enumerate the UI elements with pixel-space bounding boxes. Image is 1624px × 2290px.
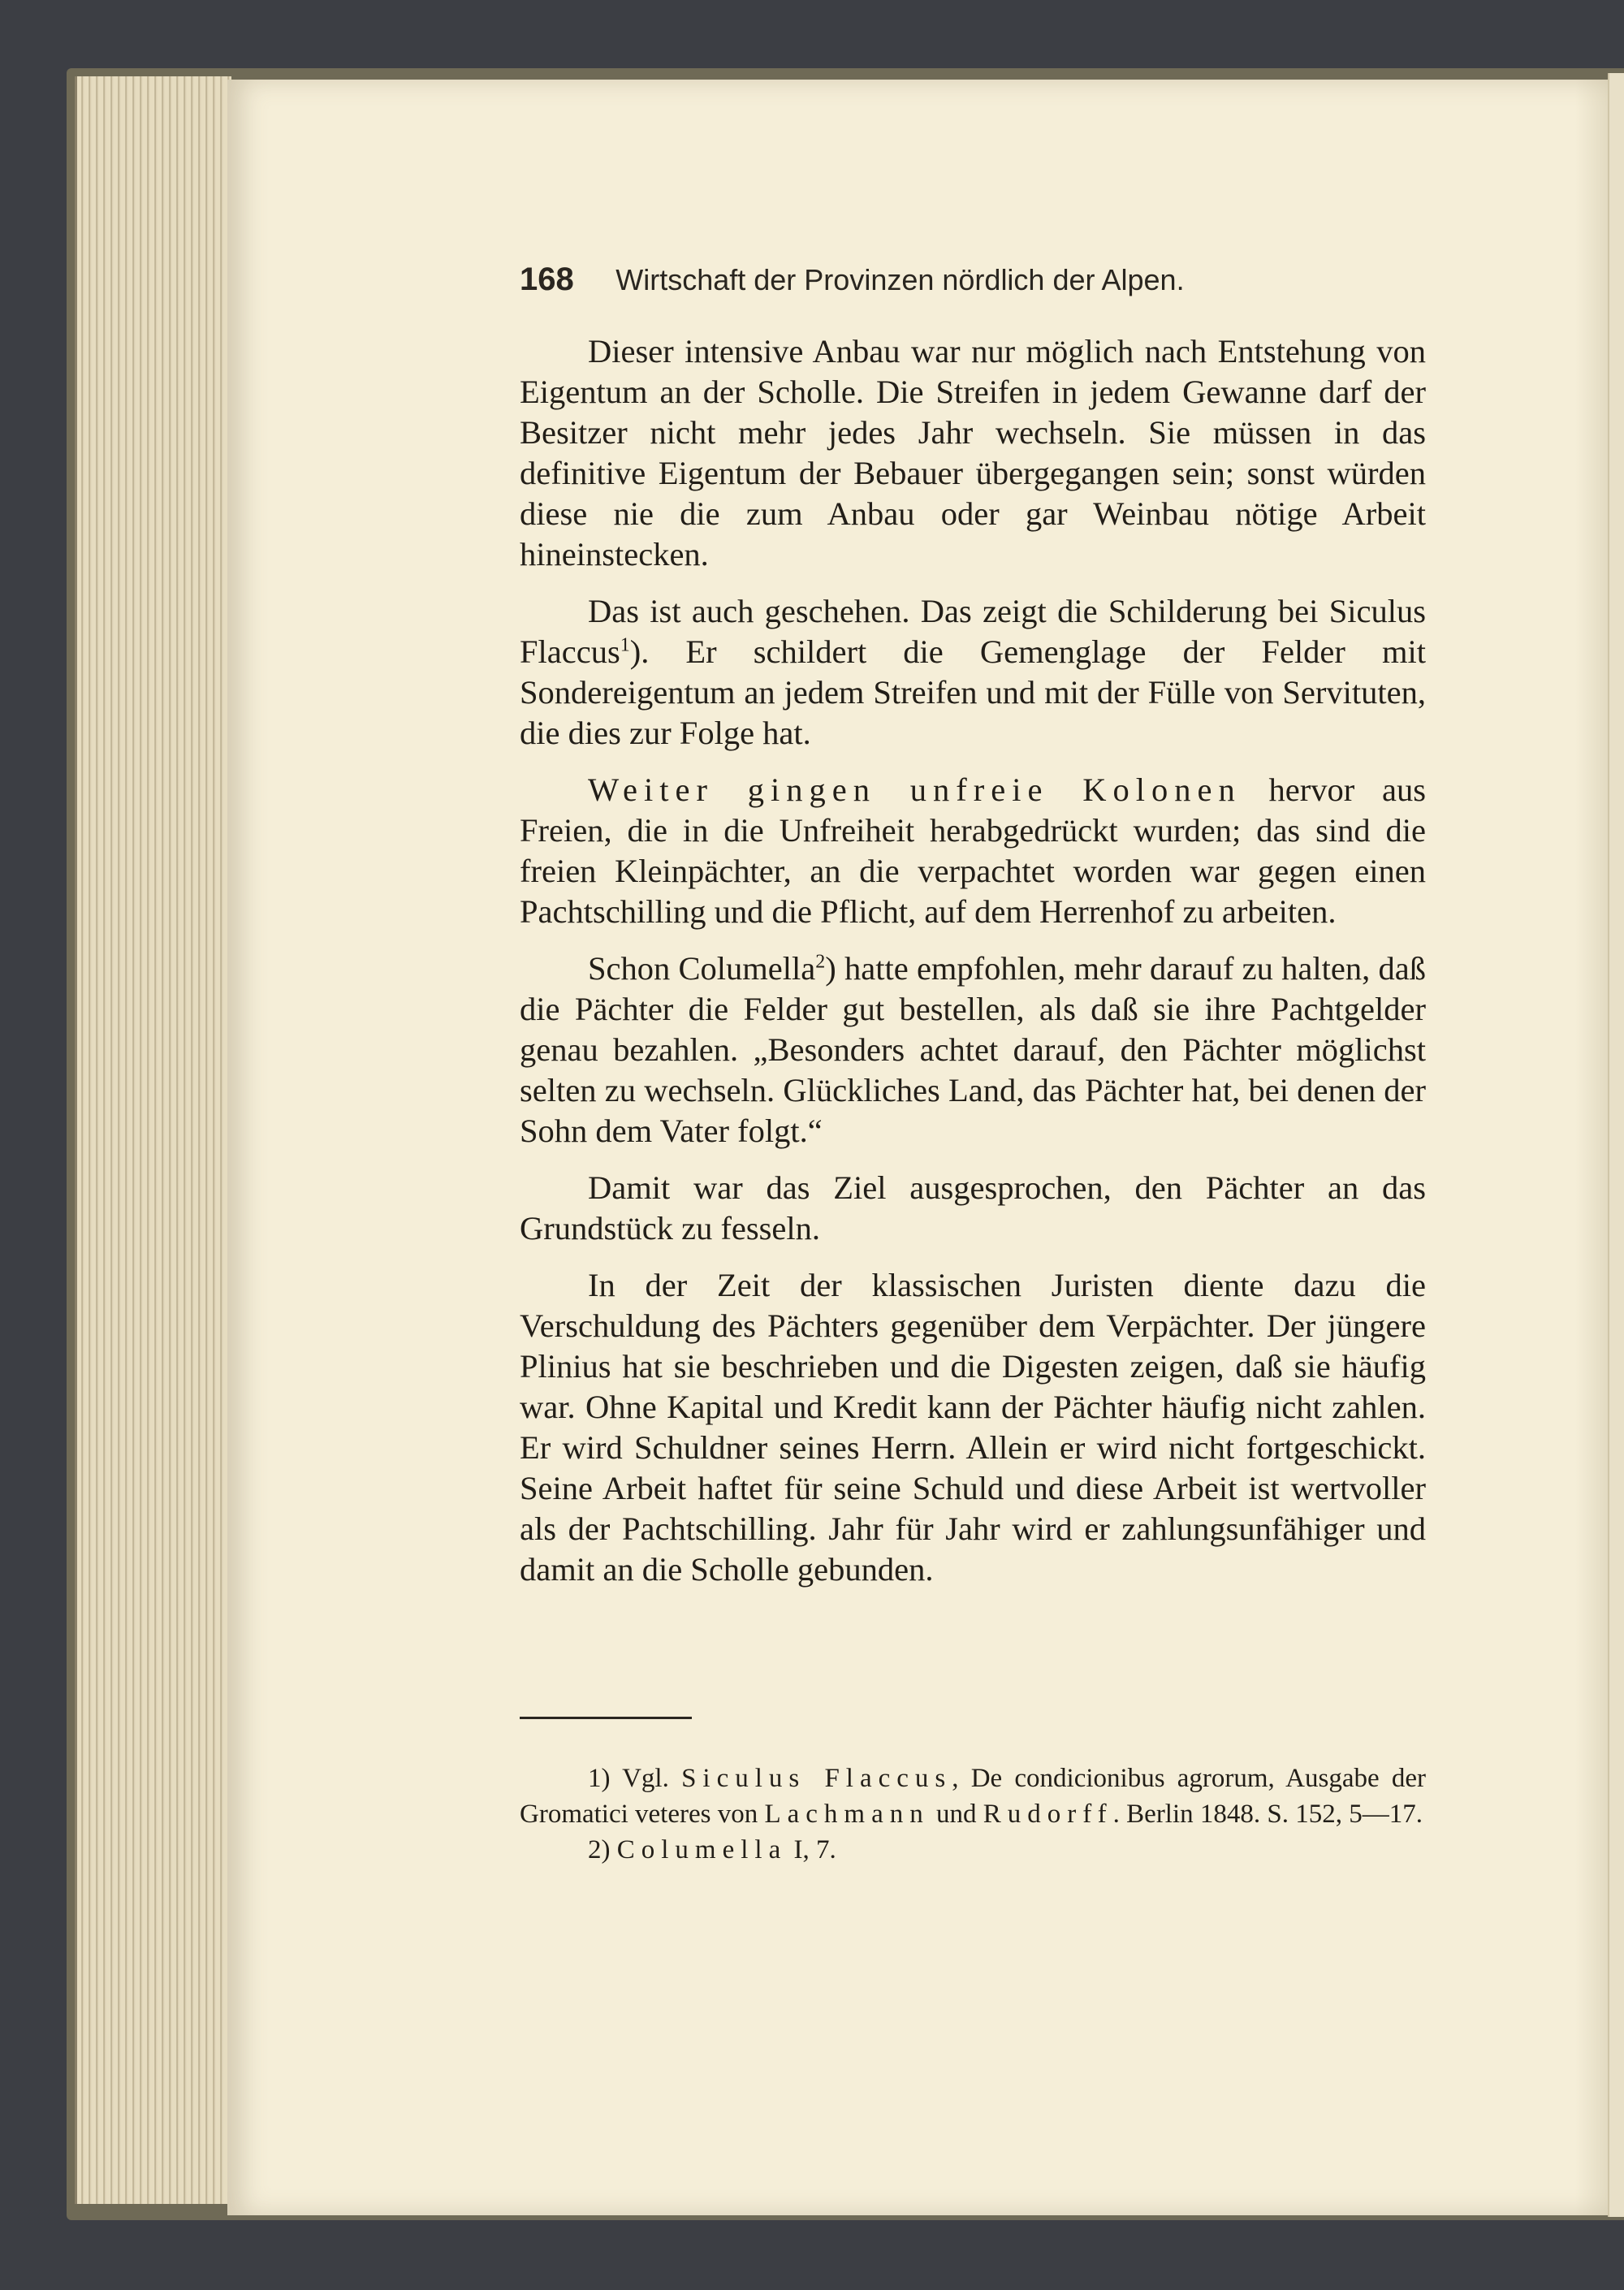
spaced-emphasis: Weiter gingen unfreie Kolonen	[588, 771, 1242, 808]
footnote-ref-1: 1	[620, 634, 630, 656]
body-text	[520, 331, 1426, 1606]
footnote-1: 1) Vgl. Siculus Flaccus, De condicionibus agrorum, Ausgabe der Gromatici veteres von Lachmann und Rudorff. Berlin 1848. S. 152, 5—17.	[520, 1764, 1426, 1829]
paragraph-4: Schon Columella$^2$) hatte empfohlen, mehr darauf zu halten, daß die Pächter die Felder gut bestellen, als daß sie ihre Pachtgelder genau bezahlen. „Besonders achtet darauf, den Pächter möglichst selten zu wechseln. Glückliches Land, das Pächter hat, bei denen der Sohn dem Vater folgt.“	[520, 950, 1426, 1149]
running-header	[520, 261, 1426, 298]
paragraph-1: Dieser intensive Anbau war nur möglich nach Entstehung von Eigentum an der Scholle. Die Streifen in jedem Gewanne darf der Besitzer nicht mehr jedes Jahr wechseln. Sie müssen in das definitive Eigentum der Bebauer übergegangen sein; sonst würden diese nie die zum Anbau oder gar Weinbau nötige Arbeit hineinstecken.	[520, 333, 1426, 572]
footnote-ref-2: 2	[815, 951, 826, 973]
paragraph-5: Damit war das Ziel ausgesprochen, den Pächter an das Grundstück zu fesseln.	[520, 1169, 1426, 1247]
page-number: 168	[520, 261, 574, 297]
right-page-edge	[1608, 73, 1624, 2217]
running-title: Wirtschaft der Provinzen nördlich der Alpen.	[615, 263, 1185, 296]
paragraph-2: Das ist auch geschehen. Das zeigt die Schilderung bei Siculus Flaccus$^1$). Er schildert die Gemenglage der Felder mit Sondereigentum an jedem Streifen und mit der Fülle von Servituten, die dies zur Folge hat.	[520, 593, 1426, 751]
footnote-rule	[520, 1717, 692, 1719]
footnote-2: 2) Columella I, 7.	[588, 1835, 836, 1864]
paragraph-6: In der Zeit der klassischen Juristen diente dazu die Verschuldung des Pächters gegenüber dem Verpächter. Der jüngere Plinius hat sie beschrieben und die Digesten zeigen, daß sie häufig war. Ohne Kapital und Kredit kann der Pächter häufig nicht zahlen. Er wird Schuldner seines Herrn. Allein er wird nicht fortgeschickt. Seine Arbeit haftet für seine Schuld und diese Arbeit ist wertvoller als der Pachtschilling. Jahr für Jahr wird er zahlungsunfähiger und damit an die Scholle gebunden.	[520, 1267, 1426, 1588]
page-edges	[75, 76, 231, 2204]
paragraph-3: Weiter gingen unfreie Kolonen hervor aus Freien, die in die Unfreiheit herabgedrückt wurden; das sind die freien Kleinpächter, an die verpachtet worden war gegen einen Pachtschilling und die Pflicht, auf dem Herrenhof zu arbeiten.	[520, 771, 1427, 930]
footnotes	[520, 1761, 1426, 1868]
